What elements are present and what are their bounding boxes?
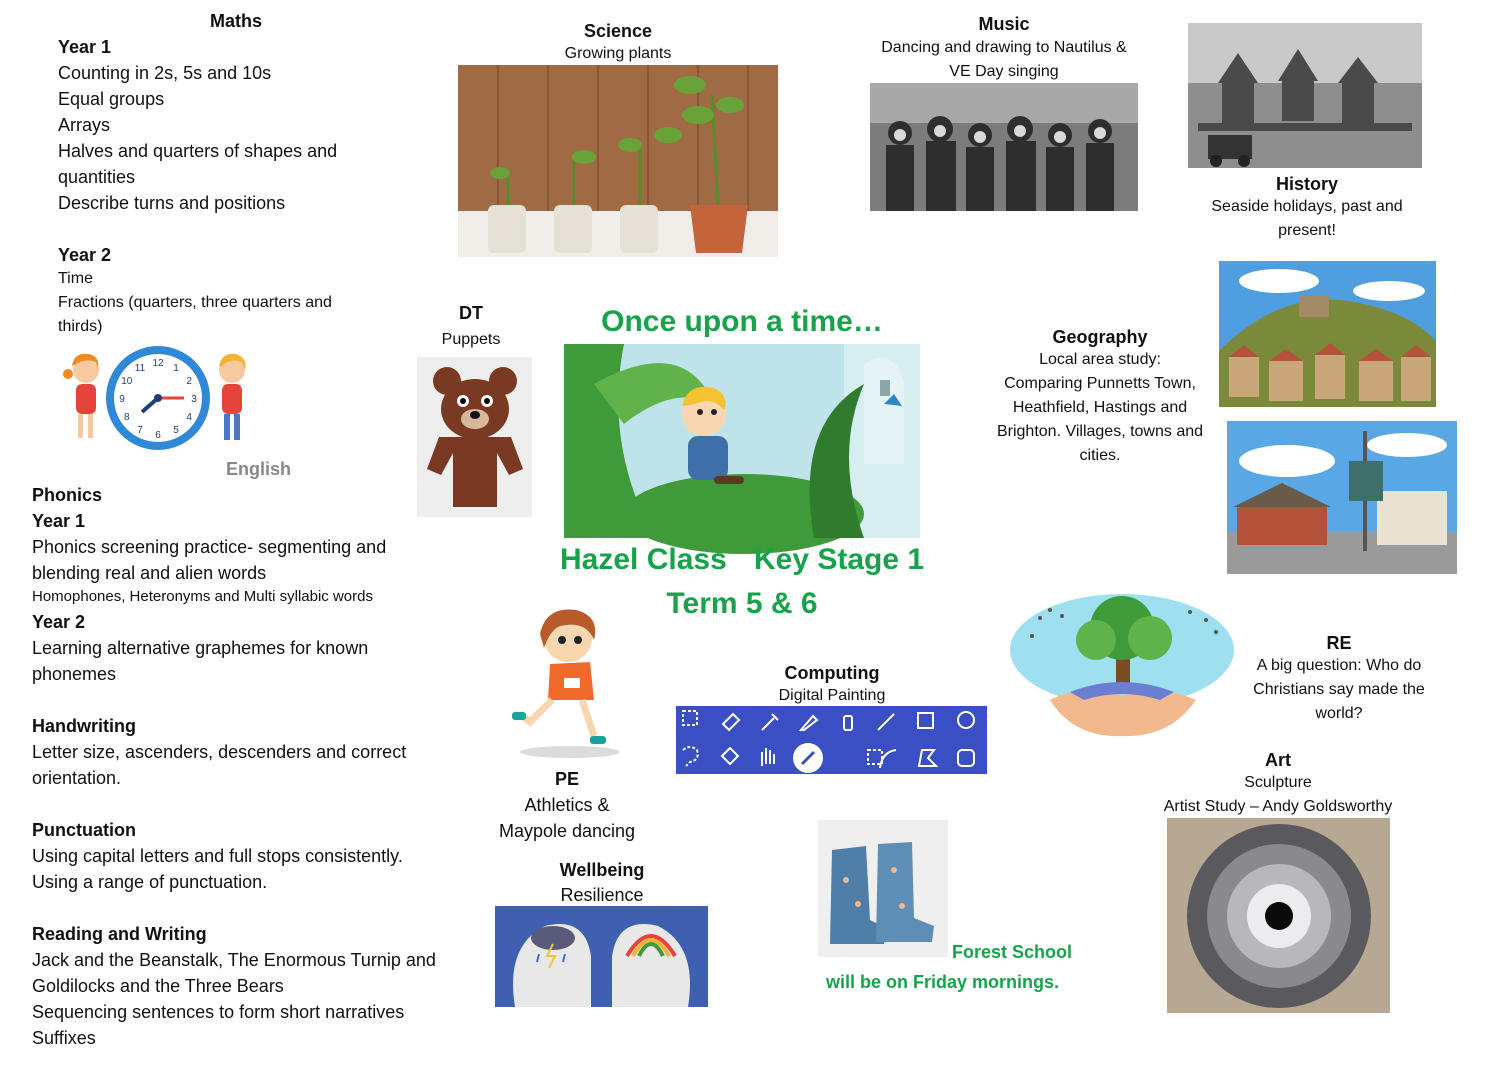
plants-photo	[458, 65, 778, 257]
geography-text	[980, 348, 1220, 468]
maths-year1-list	[58, 60, 337, 216]
re-text	[1234, 654, 1444, 726]
clock-illustration	[60, 340, 256, 456]
clock-number: 3	[191, 394, 197, 405]
class-name: Hazel Class	[560, 543, 727, 576]
re-line: world?	[1315, 705, 1363, 722]
phonics-year2-heading: Year 2	[32, 612, 86, 632]
art-line: Sculpture	[1244, 774, 1312, 791]
list-item: Counting in 2s, 5s and 10s	[58, 63, 272, 83]
list-item: Describe turns and positions	[58, 193, 286, 213]
history-heading: History	[1275, 174, 1338, 194]
clock-number: 8	[124, 412, 130, 423]
geography-line: Comparing Punnetts Town,	[1004, 375, 1196, 392]
english-heading: English	[226, 459, 292, 479]
list-item: Time	[58, 270, 93, 287]
phonics-year1-note: Homophones, Heteronyms and Multi syllabic words	[32, 588, 373, 605]
history-line: present!	[1278, 222, 1336, 239]
history-line: Seaside holidays, past and	[1211, 198, 1403, 215]
dt-text: Puppets	[441, 331, 501, 348]
eraser-icon[interactable]	[723, 714, 739, 730]
paint-toolbar	[676, 706, 987, 774]
phonics-year1-list	[32, 534, 386, 586]
phonics-heading: Phonics	[32, 485, 103, 505]
maths-year2-heading: Year 2	[58, 245, 112, 265]
clock-number: 6	[155, 430, 161, 441]
geography-line: cities.	[1079, 447, 1121, 464]
forest-school-title: Forest School	[952, 942, 1073, 962]
key-stage: Key Stage 1	[754, 543, 925, 576]
re-line: Christians say made the	[1253, 681, 1425, 698]
list-item: orientation.	[32, 768, 122, 788]
pen-icon[interactable]	[801, 716, 817, 730]
music-line: VE Day singing	[949, 63, 1059, 80]
rounded-rect-icon[interactable]	[958, 750, 974, 766]
clock-number: 2	[186, 376, 192, 387]
text-icon[interactable]	[868, 750, 882, 764]
rectangle-icon[interactable]	[918, 713, 933, 728]
list-item: phonemes	[32, 664, 117, 684]
spray-icon[interactable]	[844, 716, 852, 730]
ellipse-icon[interactable]	[958, 712, 974, 728]
heathfield-photo	[1227, 421, 1457, 574]
list-item: Fractions (quarters, three quarters and	[58, 294, 332, 311]
pe-line: Athletics &	[524, 795, 610, 815]
clock-number: 4	[186, 412, 192, 423]
list-item: Sequencing sentences to form short narratives	[32, 1002, 405, 1022]
lasso-icon[interactable]	[683, 747, 698, 766]
punctuation-list	[32, 843, 403, 895]
clock-number: 11	[134, 362, 146, 374]
pe-heading: PE	[554, 769, 579, 789]
computing-text: Digital Painting	[778, 687, 886, 704]
ve-day-photo	[870, 83, 1138, 211]
list-item: blending real and alien words	[32, 563, 267, 583]
list-item: Phonics screening practice- segmenting and	[32, 537, 387, 557]
clock-number: 7	[137, 425, 143, 437]
maths-year1-heading: Year 1	[58, 37, 112, 57]
computing-heading: Computing	[784, 663, 880, 683]
art-text	[1130, 771, 1426, 819]
clock-number: 5	[173, 425, 179, 437]
fill-bucket-icon[interactable]	[722, 748, 738, 764]
punctuation-heading: Punctuation	[32, 820, 136, 840]
wellington-boots-photo	[818, 820, 948, 957]
list-item: Arrays	[58, 115, 111, 135]
select-rect-icon[interactable]	[683, 711, 697, 725]
goldsworthy-sculpture-photo	[1167, 818, 1390, 1013]
clock-number: 12	[152, 358, 164, 369]
list-item: Learning alternative graphemes for known	[32, 638, 369, 658]
eyedropper-icon[interactable]	[762, 714, 778, 730]
phonics-year2-list	[32, 635, 368, 687]
list-item: Letter size, ascenders, descenders and correct	[32, 742, 407, 762]
pe-text	[480, 792, 654, 844]
list-item: thirds)	[58, 318, 103, 335]
wellbeing-text: Resilience	[560, 885, 644, 905]
list-item: Suffixes	[32, 1028, 96, 1048]
handwriting-list	[32, 739, 406, 791]
term-label: Term 5 & 6	[666, 587, 818, 620]
hand-icon[interactable]	[762, 748, 774, 766]
line-icon[interactable]	[878, 714, 894, 730]
page-title: Once upon a time…	[601, 305, 883, 338]
clock-number: 1	[173, 362, 179, 374]
geography-line: Brighton. Villages, towns and	[996, 423, 1204, 440]
geography-heading: Geography	[1052, 327, 1148, 347]
beanstalk-illustration	[564, 344, 920, 538]
science-text: Growing plants	[564, 45, 672, 62]
clock-number: 10	[121, 376, 133, 387]
clock-number: 9	[119, 394, 125, 405]
polygon-icon[interactable]	[919, 750, 936, 766]
dt-heading: DT	[459, 303, 483, 323]
phonics-year1-heading: Year 1	[32, 511, 86, 531]
re-heading: RE	[1326, 633, 1352, 653]
maths-year2-list	[58, 267, 332, 339]
reading-writing-list	[32, 947, 482, 1048]
list-item: Using capital letters and full stops consistently.	[32, 846, 403, 866]
geography-line: Local area study:	[1039, 351, 1161, 368]
list-item: Goldilocks and the Three Bears	[32, 976, 284, 996]
handwriting-heading: Handwriting	[32, 716, 136, 736]
music-text	[846, 36, 1162, 84]
wellbeing-heading: Wellbeing	[559, 860, 645, 880]
art-heading: Art	[1265, 750, 1291, 770]
list-item: Equal groups	[58, 89, 165, 109]
geography-line: Heathfield, Hastings and	[1012, 399, 1188, 416]
bear-puppet-photo	[417, 357, 532, 517]
forest-school-note: will be on Friday mornings.	[826, 972, 1060, 992]
list-item: quantities	[58, 167, 136, 187]
reading-writing-heading: Reading and Writing	[32, 924, 207, 944]
world-in-hands-illustration	[1010, 588, 1235, 741]
list-item: Using a range of punctuation.	[32, 872, 268, 892]
seaside-pier-photo	[1188, 23, 1422, 168]
running-girl-illustration	[510, 604, 630, 760]
music-line: Dancing and drawing to Nautilus &	[881, 39, 1127, 56]
pe-line: Maypole dancing	[498, 821, 636, 841]
history-text	[1188, 195, 1426, 243]
maths-heading: Maths	[210, 11, 263, 31]
music-heading: Music	[978, 14, 1030, 34]
list-item: Halves and quarters of shapes and	[58, 141, 338, 161]
list-item: Jack and the Beanstalk, The Enormous Turnip and	[32, 950, 436, 970]
art-line: Artist Study – Andy Goldsworthy	[1163, 798, 1393, 815]
science-heading: Science	[583, 21, 653, 41]
hastings-photo	[1219, 261, 1436, 407]
resilience-illustration	[495, 906, 708, 1007]
re-line: A big question: Who do	[1256, 657, 1422, 674]
